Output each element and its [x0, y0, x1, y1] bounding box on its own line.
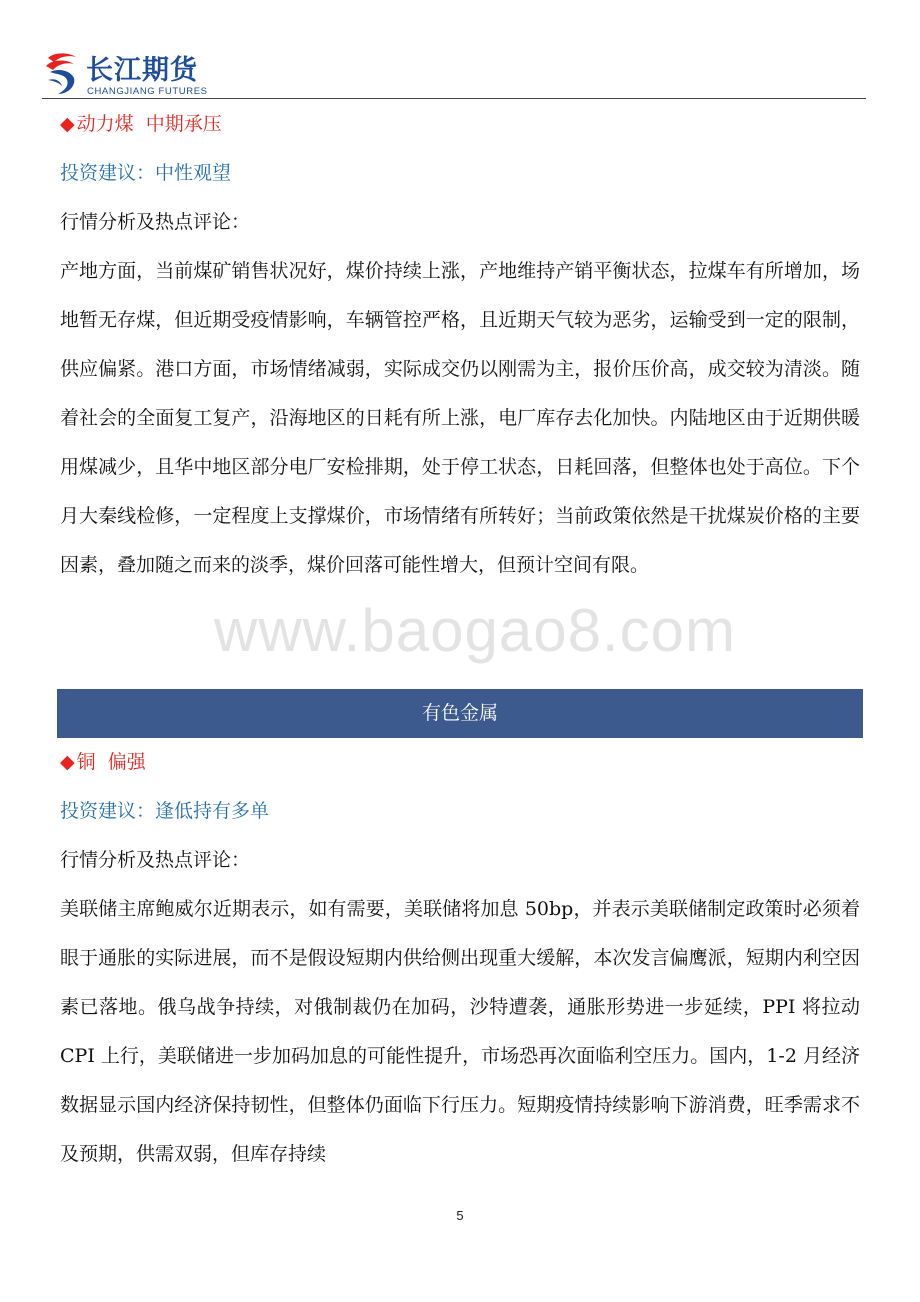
- analysis-label: 行情分析及热点评论：: [60, 849, 251, 871]
- diamond-bullet-icon: ◆: [60, 751, 75, 773]
- page-number: 5: [456, 1208, 464, 1223]
- changjiang-logo-icon: [42, 50, 82, 96]
- watermark: www.baogao8.com: [214, 597, 736, 664]
- analysis-label: 行情分析及热点评论：: [60, 211, 251, 233]
- diamond-bullet-icon: ◆: [60, 113, 75, 135]
- section-title: 铜 偏强: [76, 751, 146, 773]
- brand-name-en: CHANGJIANG FUTURES: [87, 86, 208, 97]
- analysis-paragraph: 产地方面，当前煤矿销售状况好，煤价持续上涨，产地维持产销平衡状态，拉煤车有所增加，场地暂无存煤，但近期受疫情影响，车辆管控严格，且近期天气较为恶劣，运输受到一定的限制，供应偏紧。港口方面，市场情绪减弱，实际成交仍以刚需为主，报价压价高，成交较为清淡。随着社会的全面复工复产，沿海地区的日耗有所上涨，电厂库存去化加快。内陆地区由于近期供暖用煤减少，且华中地区部分电厂安检排期，处于停工状态，日耗回落，但整体也处于高位。下个月大秦线检修，一定程度上支撑煤价，市场情绪有所转好；当前政策依然是干扰煤炭价格的主要因素，叠加随之而来的淡季，煤价回落可能性增大，但预计空间有限。: [60, 260, 860, 576]
- section-heading: [60, 108, 860, 140]
- section-thermal-coal: [60, 108, 860, 590]
- analysis-paragraph: 美联储主席鲍威尔近期表示，如有需要，美联储将加息 50bp，并表示美联储制定政策时必须着眼于通胀的实际进展，而不是假设短期内供给侧出现重大缓解，本次发言偏鹰派，短期内利空因素已落地。俄乌战争持续，对俄制裁仍在加码，沙特遭袭，通胀形势进一步延续，PPI 将拉动 CPI 上行，美联储进一步加码加息的可能性提升，市场恐再次面临利空压力。国内，1-2 月经济数据显示国内经济保持韧性，但整体仍面临下行压力。短期疫情持续影响下游消费，旺季需求不及预期，供需双弱，但库存持续: [60, 898, 860, 1165]
- section-copper: [60, 746, 860, 1179]
- investment-advice: 投资建议：逢低持有多单: [60, 800, 270, 822]
- investment-advice: 投资建议：中性观望: [60, 162, 232, 184]
- section-title: 动力煤 中期承压: [76, 113, 222, 135]
- category-band: 有色金属: [57, 689, 863, 738]
- section-heading: [60, 746, 860, 778]
- header-divider: [42, 98, 866, 99]
- page-header: [42, 48, 866, 100]
- brand-name-cn: 长江期货: [86, 55, 198, 86]
